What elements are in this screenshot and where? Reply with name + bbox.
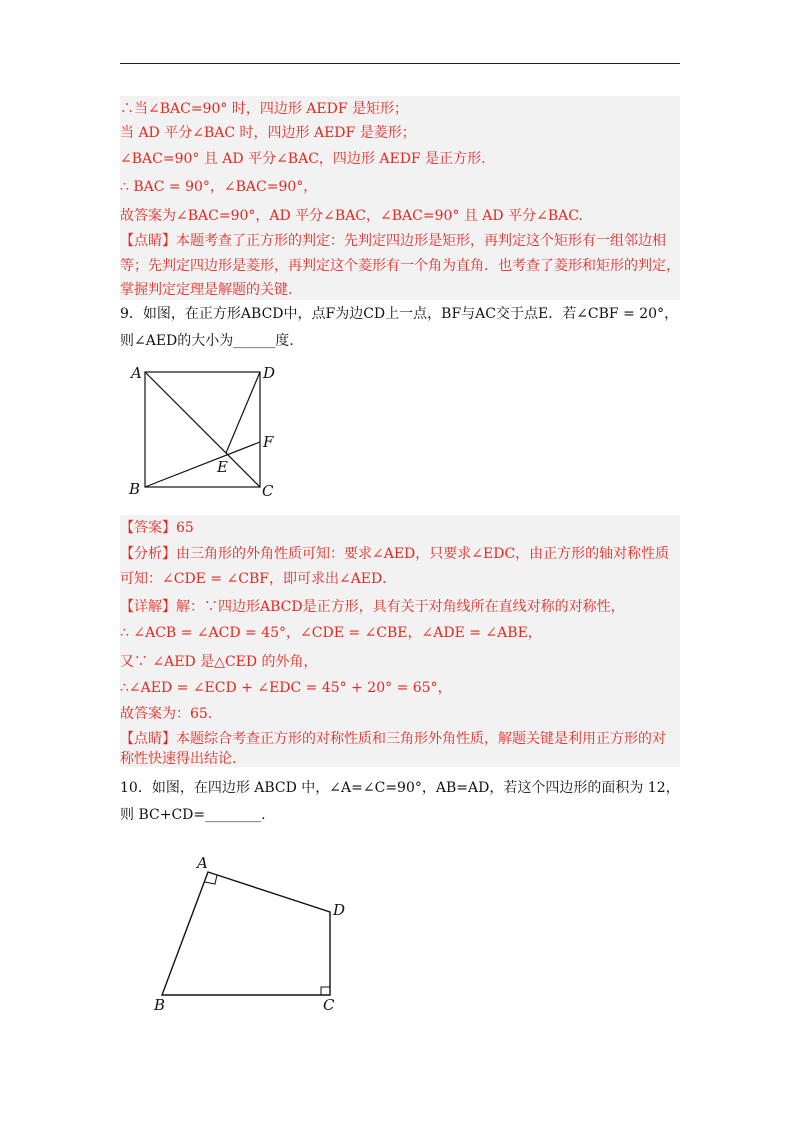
- quadrilateral-outline: [162, 872, 330, 995]
- block2-line-4: 【详解】解：∵四边形ABCD是正方形，具有关于对角线所在直线对称的对称性，: [120, 599, 625, 615]
- question-10-line-2: 则 BC+CD=________.: [120, 807, 266, 823]
- block1-line-3: ∠BAC=90° 且 AD 平分∠BAC，四边形 AEDF 是正方形.: [120, 151, 486, 167]
- segment-de: [226, 372, 260, 453]
- question-10-line-1: 10．如图，在四边形 ABCD 中，∠A=∠C=90°，AB=AD，若这个四边形的面积为 12，: [120, 780, 680, 796]
- block2-line-3: 可知：∠CDE = ∠CBF，即可求出∠AED．: [120, 571, 397, 587]
- diagonal-ac: [145, 372, 260, 487]
- figure-square-abcd: [125, 360, 285, 500]
- header-rule: [120, 63, 680, 64]
- block2-line-10: 称性快速得出结论.: [120, 751, 237, 767]
- block2-line-6: 又∵ ∠AED 是△CED 的外角，: [120, 654, 318, 670]
- block1-line-4: ∴ BAC = 90°，∠BAC=90°，: [120, 179, 318, 195]
- block2-line-1: 【答案】65: [120, 520, 194, 536]
- label-d: D: [333, 901, 346, 919]
- block1-line-2: 当 AD 平分∠BAC 时，四边形 AEDF 是菱形；: [120, 125, 416, 141]
- figure-quadrilateral-abcd: [150, 850, 360, 1020]
- label-e: E: [217, 458, 228, 476]
- label-a: A: [131, 364, 142, 382]
- block2-line-5: ∴ ∠ACB = ∠ACD = 45°，∠CDE = ∠CBE，∠ADE = ∠ABE，: [120, 625, 542, 641]
- block2-line-7: ∴∠AED = ∠ECD + ∠EDC = 45° + 20° = 65°，: [120, 680, 452, 696]
- block1-line-8: 掌握判定定理是解题的关键.: [120, 282, 293, 298]
- right-angle-mark-c: [321, 987, 330, 995]
- block1-line-7: 等；先判定四边形是菱形，再判定这个菱形有一个角为直角．也考查了菱形和矩形的判定，: [120, 258, 680, 274]
- question-9-line-2: 则∠AED的大小为______度.: [120, 333, 294, 349]
- label-d: D: [263, 364, 276, 382]
- block2-line-9: 【点睛】本题综合考查正方形的对称性质和三角形外角性质，解题关键是利用正方形的对: [120, 731, 666, 747]
- block1-line-5: 故答案为∠BAC=90°，AD 平分∠BAC，∠BAC=90° 且 AD 平分∠BAC.: [120, 208, 583, 224]
- block2-line-8: 故答案为：65.: [120, 706, 213, 722]
- segment-bf: [145, 442, 260, 487]
- label-f: F: [263, 433, 274, 451]
- question-9-line-1: 9．如图，在正方形ABCD中，点F为边CD上一点，BF与AC交于点E．若∠CBF = 20°，: [120, 306, 679, 322]
- label-b: B: [129, 480, 141, 498]
- label-a: A: [197, 854, 208, 872]
- label-b: B: [154, 996, 166, 1014]
- block1-line-1: ∴当∠BAC=90° 时，四边形 AEDF 是矩形；: [120, 101, 409, 117]
- block2-line-2: 【分析】由三角形的外角性质可知：要求∠AED，只要求∠EDC，由正方形的轴对称性质: [120, 546, 670, 562]
- label-c: C: [323, 996, 335, 1014]
- label-c: C: [262, 482, 274, 500]
- block1-line-6: 【点睛】本题考查了正方形的判定：先判定四边形是矩形，再判定这个矩形有一组邻边相: [120, 233, 666, 249]
